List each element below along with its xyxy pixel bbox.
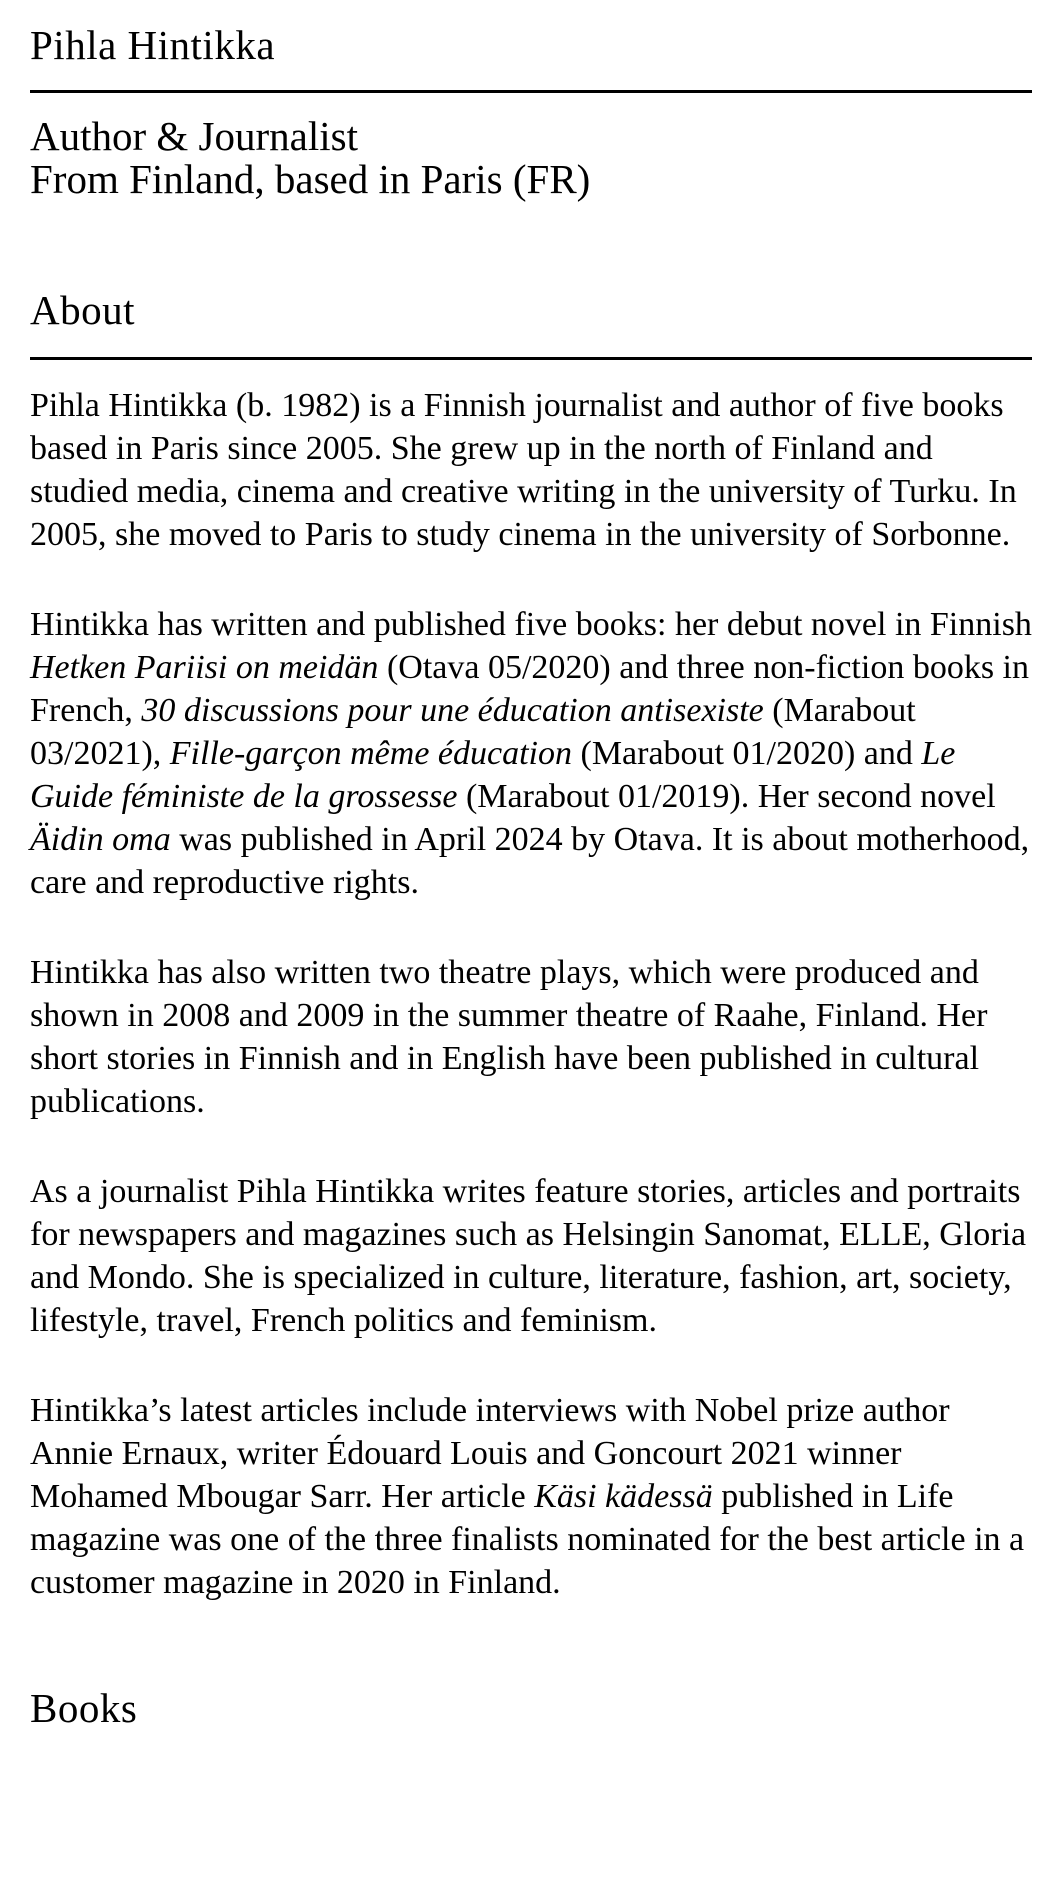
paragraph-text: As a journalist Pihla Hintikka writes feature stories, articles and portraits for newspapers and magazines such as Helsingin Sanomat, ELLE, Gloria and Mondo. She is specialized in culture, literature, fashion, art, society, lifestyle, travel, French politics and feminism. — [30, 1173, 1027, 1339]
paragraph-text: Hintikka has also written two theatre plays, which were produced and shown in 2008 and 2009 in the summer theatre of Raahe, Finland. Her short stories in Finnish and in English have been published in cultural publications. — [30, 954, 988, 1120]
book-title-italic: Äidin oma — [30, 821, 171, 858]
about-heading: About — [30, 287, 135, 333]
paragraph-text: published in Life magazine was one of the three finalists nominated for the best article in a customer magazine in 2020 in Finland. — [30, 1478, 1025, 1601]
paragraph — [30, 603, 1032, 904]
subtitle-role-line: Author & Journalist — [30, 113, 358, 159]
paragraph — [30, 384, 1032, 556]
site-title: Pihla Hintikka — [30, 22, 276, 68]
site-header — [30, 24, 1032, 201]
paragraph — [30, 1170, 1032, 1342]
paragraph-text: (Otava 05/2020) and three non-fiction books in French, — [30, 649, 1030, 729]
header-divider — [30, 90, 1032, 93]
book-title-italic: Fille-garçon même éducation — [169, 735, 572, 772]
book-title-italic: Käsi kädessä — [534, 1478, 713, 1515]
books-section — [30, 1687, 1032, 1730]
book-title-italic: Le Guide féministe de la grossesse — [30, 735, 956, 815]
paragraph-text: Hintikka has written and published five books: her debut novel in Finnish — [30, 606, 1032, 643]
book-title-italic: 30 discussions pour une éducation antisexiste — [141, 692, 764, 729]
subtitle-location-line: From Finland, based in Paris (FR) — [30, 156, 591, 202]
about-paragraphs — [30, 384, 1032, 1604]
site-subtitle — [30, 115, 1032, 201]
about-section — [30, 289, 1032, 1604]
paragraph-text: Hintikka’s latest articles include interviews with Nobel prize author Annie Ernaux, writer Édouard Louis and Goncourt 2021 winner Mohamed Mbougar Sarr. Her article — [30, 1392, 950, 1515]
paragraph-text: was published in April 2024 by Otava. It is about motherhood, care and reproductive rights. — [30, 821, 1030, 901]
paragraph — [30, 951, 1032, 1123]
books-heading: Books — [30, 1685, 138, 1731]
book-title-italic: Hetken Pariisi on meidän — [30, 649, 379, 686]
paragraph-text: Pihla Hintikka (b. 1982) is a Finnish journalist and author of five books based in Paris since 2005. She grew up in the north of Finland and studied media, cinema and creative writing in the university of Turku. In 2005, she moved to Paris to study cinema in the university of Sorbonne. — [30, 387, 1017, 553]
paragraph — [30, 1389, 1032, 1604]
about-divider — [30, 357, 1032, 360]
paragraph-text: (Marabout 01/2019). Her second novel — [457, 778, 996, 815]
paragraph-text: (Marabout 01/2020) and — [572, 735, 922, 772]
paragraph-text: (Marabout 03/2021), — [30, 692, 916, 772]
